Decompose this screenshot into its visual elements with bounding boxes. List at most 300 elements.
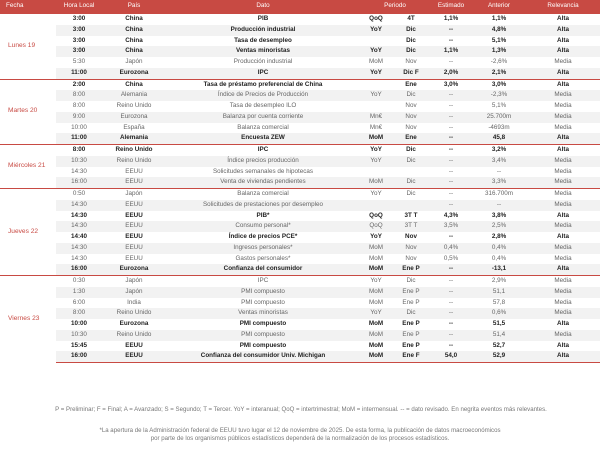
cell-sub: Dic [392,156,430,167]
cell-dato: PMI compuesto [166,319,360,330]
cell-periodo: YoY [360,90,392,101]
footnote-text: *La apertura de la Administración federal de EEUU tuvo lugar el 12 de noviembre de 2025. De esta forma, la publicación de datos macroeconómicos por parte de los organismos públicos estadísticos dependerá de la normalización de los procesos estadísticos. [99,427,501,443]
cell-dato: Índice precios producción [166,156,360,167]
cell-dato: PMI compuesto [166,287,360,298]
cell-estimado: -- [430,123,472,134]
cell-sub [392,167,430,178]
cell-periodo: YoY [360,308,392,319]
cell-dato: Balanza comercial [166,123,360,134]
cell-relevancia: Alta [526,319,600,330]
cell-relevancia: Media [526,200,600,211]
cell-anterior: 316.700m [472,189,526,200]
cell-hora: 8:00 [56,145,102,156]
cell-hora: 16:00 [56,351,102,362]
cell-anterior: -- [472,167,526,178]
cell-hora: 8:00 [56,90,102,101]
cell-periodo: MoM [360,319,392,330]
cell-pais: Reino Unido [102,330,166,341]
cell-hora: 11:00 [56,133,102,144]
cell-relevancia: Alta [526,79,600,90]
cell-periodo: MoM [360,351,392,362]
cell-sub: Ene P [392,264,430,275]
cell-dato: Confianza del consumidor Univ. Michigan [166,351,360,362]
cell-pais: Eurozona [102,264,166,275]
cell-dato: Ventas minoristas [166,46,360,57]
cell-periodo: YoY [360,68,392,79]
cell-anterior: 51,1 [472,287,526,298]
cell-pais: Eurozona [102,68,166,79]
cell-periodo: YoY [360,145,392,156]
cell-pais: China [102,79,166,90]
cell-dato: Ventas minoristas [166,308,360,319]
cell-estimado: -- [430,341,472,352]
cell-estimado: -- [430,90,472,101]
cell-periodo: MoM [360,287,392,298]
table-row [0,79,600,90]
cell-periodo: MoM [360,264,392,275]
table-row [0,298,600,309]
cell-hora: 5:30 [56,57,102,68]
cell-anterior: 25.700m [472,112,526,123]
cell-pais: China [102,36,166,47]
cell-hora: 16:00 [56,177,102,188]
cell-dato: Producción industrial [166,25,360,36]
cell-anterior: 1,3% [472,46,526,57]
cell-anterior: 3,4% [472,156,526,167]
cell-relevancia: Media [526,57,600,68]
cell-relevancia: Media [526,101,600,112]
cell-relevancia: Alta [526,211,600,222]
cell-estimado: -- [430,101,472,112]
table-row [0,145,600,156]
table-row [0,211,600,222]
cell-periodo: QoQ [360,221,392,232]
cell-sub: Nov [392,101,430,112]
cell-sub: Ene F [392,351,430,362]
cell-sub: 4T [392,14,430,25]
cell-hora: 16:00 [56,264,102,275]
cell-anterior: 3,8% [472,211,526,222]
cell-pais: EEUU [102,243,166,254]
cell-pais: Reino Unido [102,156,166,167]
table-row [0,287,600,298]
cell-sub: Ene P [392,330,430,341]
cell-sub: 3T T [392,221,430,232]
cell-relevancia: Media [526,90,600,101]
cell-hora: 3:00 [56,25,102,36]
cell-pais: EEUU [102,341,166,352]
day-label: Viernes 23 [0,276,56,363]
cell-anterior: 5,1% [472,36,526,47]
cell-periodo: MoM [360,243,392,254]
cell-hora: 9:00 [56,112,102,123]
cell-pais: China [102,14,166,25]
table-row [0,36,600,47]
calendar-body [0,14,600,363]
cell-pais: Alemania [102,90,166,101]
day-label: Jueves 22 [0,189,56,276]
cell-relevancia: Media [526,276,600,287]
cell-dato: Confianza del consumidor [166,264,360,275]
cell-dato: PMI compuesto [166,298,360,309]
cell-dato: Balanza comercial [166,189,360,200]
cell-sub: Ene P [392,319,430,330]
cell-hora: 3:00 [56,36,102,47]
table-row [0,276,600,287]
cell-dato: PIB* [166,211,360,222]
cell-dato: PMI compuesto [166,341,360,352]
table-row [0,57,600,68]
cell-estimado: -- [430,298,472,309]
cell-periodo [360,167,392,178]
cell-sub: Nov [392,57,430,68]
cell-sub: 3T T [392,211,430,222]
cell-estimado: 0,4% [430,243,472,254]
cell-anterior: 0,4% [472,243,526,254]
cell-anterior: 0,6% [472,308,526,319]
header-periodo: Periodo [360,0,430,14]
cell-pais: Japón [102,189,166,200]
table-row [0,254,600,265]
cell-hora: 14:30 [56,254,102,265]
cell-estimado: -- [430,25,472,36]
cell-pais: Japón [102,276,166,287]
cell-anterior: 57,8 [472,298,526,309]
cell-relevancia: Media [526,221,600,232]
cell-dato: Índice de precios PCE* [166,232,360,243]
cell-sub: Ene [392,79,430,90]
cell-periodo [360,36,392,47]
day-label: Miércoles 21 [0,145,56,189]
header-anterior: Anterior [472,0,526,14]
cell-anterior: -- [472,200,526,211]
cell-periodo [360,79,392,90]
cell-hora: 14:30 [56,211,102,222]
table-row [0,243,600,254]
cell-sub [392,200,430,211]
cell-periodo [360,101,392,112]
table-row [0,264,600,275]
cell-pais: EEUU [102,221,166,232]
cell-relevancia: Alta [526,36,600,47]
cell-anterior: -4693m [472,123,526,134]
cell-dato: IPC [166,276,360,287]
cell-dato: Índice de Precios de Producción [166,90,360,101]
cell-sub: Nov [392,112,430,123]
cell-relevancia: Alta [526,232,600,243]
cell-sub: Dic [392,308,430,319]
cell-hora: 3:00 [56,46,102,57]
header-hora: Hora Local [56,0,102,14]
table-row [0,319,600,330]
table-row [0,232,600,243]
cell-estimado: 1,1% [430,46,472,57]
cell-estimado: 1,1% [430,14,472,25]
cell-anterior: 2,8% [472,232,526,243]
cell-pais: EEUU [102,232,166,243]
cell-estimado: -- [430,232,472,243]
cell-dato: Tasa de desempleo ILO [166,101,360,112]
cell-anterior: 4,8% [472,25,526,36]
cell-hora: 11:00 [56,68,102,79]
table-row [0,156,600,167]
cell-estimado: -- [430,167,472,178]
cell-sub: Dic [392,36,430,47]
cell-estimado: -- [430,330,472,341]
cell-anterior: 3,2% [472,145,526,156]
cell-periodo: YoY [360,189,392,200]
cell-estimado: -- [430,112,472,123]
cell-periodo: MoM [360,330,392,341]
cell-periodo: YoY [360,46,392,57]
cell-pais: Reino Unido [102,101,166,112]
cell-dato: IPC [166,68,360,79]
table-row [0,341,600,352]
cell-dato: Producción industrial [166,57,360,68]
cell-hora: 0:30 [56,276,102,287]
cell-pais: Japón [102,287,166,298]
cell-relevancia: Alta [526,351,600,362]
cell-anterior: 51,4 [472,330,526,341]
table-row [0,200,600,211]
cell-relevancia: Alta [526,14,600,25]
cell-dato: IPC [166,145,360,156]
table-row [0,90,600,101]
cell-hora: 3:00 [56,14,102,25]
cell-relevancia: Media [526,167,600,178]
cell-anterior: 0,4% [472,254,526,265]
cell-anterior: 2,9% [472,276,526,287]
cell-anterior: 52,7 [472,341,526,352]
cell-hora: 10:00 [56,319,102,330]
cell-dato: Tasa de préstamo preferencial de China [166,79,360,90]
cell-estimado: 54,0 [430,351,472,362]
cell-periodo [360,200,392,211]
cell-estimado: -- [430,36,472,47]
cell-hora: 8:00 [56,101,102,112]
cell-hora: 10:00 [56,123,102,134]
cell-dato: Venta de viviendas pendientes [166,177,360,188]
cell-periodo: YoY [360,25,392,36]
cell-pais: EEUU [102,167,166,178]
cell-pais: EEUU [102,254,166,265]
cell-dato: PMI compuesto [166,330,360,341]
day-label: Martes 20 [0,79,56,145]
cell-relevancia: Alta [526,133,600,144]
cell-relevancia: Alta [526,46,600,57]
table-row [0,167,600,178]
cell-estimado: 3,5% [430,221,472,232]
cell-relevancia: Media [526,112,600,123]
cell-relevancia: Media [526,330,600,341]
cell-pais: China [102,25,166,36]
cell-hora: 0:50 [56,189,102,200]
cell-sub: Nov [392,254,430,265]
cell-periodo: MoM [360,177,392,188]
cell-estimado: -- [430,308,472,319]
cell-pais: EEUU [102,211,166,222]
cell-sub: Nov [392,243,430,254]
cell-periodo: MoM [360,133,392,144]
table-row [0,351,600,362]
cell-anterior: 45,8 [472,133,526,144]
cell-periodo: YoY [360,232,392,243]
header-relevancia: Relevancia [526,0,600,14]
cell-relevancia: Media [526,123,600,134]
cell-hora: 14:30 [56,243,102,254]
header-pais: País [102,0,166,14]
table-row [0,25,600,36]
cell-pais: Reino Unido [102,308,166,319]
cell-anterior: 1,1% [472,14,526,25]
table-row [0,68,600,79]
cell-estimado: -- [430,276,472,287]
cell-pais: China [102,46,166,57]
cell-pais: EEUU [102,200,166,211]
table-row [0,189,600,200]
cell-periodo: QoQ [360,14,392,25]
cell-anterior: -2,6% [472,57,526,68]
cell-pais: Japón [102,57,166,68]
cell-estimado: -- [430,156,472,167]
cell-relevancia: Alta [526,341,600,352]
table-row [0,177,600,188]
cell-sub: Dic [392,276,430,287]
cell-relevancia: Media [526,254,600,265]
cell-relevancia: Media [526,156,600,167]
cell-hora: 6:00 [56,298,102,309]
cell-estimado: 2,0% [430,68,472,79]
cell-anterior: 2,5% [472,221,526,232]
cell-estimado: -- [430,319,472,330]
cell-hora: 14:30 [56,221,102,232]
cell-periodo: MoM [360,298,392,309]
cell-estimado: -- [430,133,472,144]
cell-periodo: YoY [360,276,392,287]
cell-sub: Dic [392,90,430,101]
cell-sub: Ene P [392,298,430,309]
cell-hora: 14:40 [56,232,102,243]
cell-relevancia: Media [526,177,600,188]
cell-estimado: -- [430,287,472,298]
table-header-row [0,0,600,14]
cell-anterior: 52,9 [472,351,526,362]
cell-periodo: MoM [360,57,392,68]
table-row [0,46,600,57]
cell-hora: 1:30 [56,287,102,298]
cell-estimado: -- [430,200,472,211]
cell-sub: Nov [392,123,430,134]
header-dato: Dato [166,0,360,14]
cell-pais: Eurozona [102,319,166,330]
header-estimado: Estimado [430,0,472,14]
cell-relevancia: Alta [526,264,600,275]
cell-anterior: 2,1% [472,68,526,79]
cell-estimado: -- [430,177,472,188]
cell-sub: Dic [392,25,430,36]
header-fecha: Fecha [0,0,56,14]
cell-periodo: Mn€ [360,123,392,134]
cell-anterior: -13,1 [472,264,526,275]
cell-hora: 8:00 [56,308,102,319]
cell-anterior: 5,1% [472,101,526,112]
cell-relevancia: Media [526,189,600,200]
cell-periodo: MoM [360,341,392,352]
cell-sub: Dic F [392,68,430,79]
cell-anterior: 51,5 [472,319,526,330]
cell-estimado: -- [430,57,472,68]
cell-dato: Encuesta ZEW [166,133,360,144]
cell-pais: EEUU [102,351,166,362]
cell-pais: Reino Unido [102,145,166,156]
cell-anterior: 3,0% [472,79,526,90]
cell-relevancia: Alta [526,145,600,156]
cell-pais: España [102,123,166,134]
cell-periodo: YoY [360,156,392,167]
cell-sub: Ene [392,133,430,144]
cell-estimado: -- [430,145,472,156]
cell-dato: Consumo personal* [166,221,360,232]
cell-dato: Solicitudes semanales de hipotecas [166,167,360,178]
cell-estimado: -- [430,264,472,275]
table-row [0,308,600,319]
cell-relevancia: Alta [526,68,600,79]
cell-pais: Eurozona [102,112,166,123]
cell-sub: Dic [392,177,430,188]
table-row [0,221,600,232]
table-row [0,123,600,134]
cell-periodo: Mn€ [360,112,392,123]
cell-estimado: 0,5% [430,254,472,265]
day-label: Lunes 19 [0,14,56,80]
cell-anterior: 3,3% [472,177,526,188]
cell-pais: Alemania [102,133,166,144]
table-row [0,14,600,25]
cell-dato: Tasa de desempleo [166,36,360,47]
table-row [0,112,600,123]
cell-pais: EEUU [102,177,166,188]
cell-periodo: MoM [360,254,392,265]
cell-hora: 14:30 [56,200,102,211]
cell-pais: India [102,298,166,309]
cell-estimado: 4,3% [430,211,472,222]
cell-hora: 14:30 [56,167,102,178]
cell-sub: Ene P [392,341,430,352]
cell-anterior: -2,3% [472,90,526,101]
cell-hora: 15:45 [56,341,102,352]
cell-dato: Ingresos personales* [166,243,360,254]
cell-relevancia: Media [526,298,600,309]
cell-dato: Gastos personales* [166,254,360,265]
cell-relevancia: Alta [526,25,600,36]
cell-dato: Balanza por cuenta corriente [166,112,360,123]
table-row [0,101,600,112]
cell-dato: Solicitudes de prestaciones por desempleo [166,200,360,211]
cell-dato: PIB [166,14,360,25]
table-row [0,133,600,144]
legend-text: P = Preliminar; F = Final; A = Avanzado; S = Segundo; T = Tercer. YoY = interanual; QoQ = intertrimestral; MoM = intermensual. -- = dato revisado. En negrita eventos más relevantes. [55,406,547,413]
cell-periodo: QoQ [360,211,392,222]
cell-sub: Dic [392,46,430,57]
cell-sub: Dic [392,189,430,200]
cell-hora: 10:30 [56,156,102,167]
cell-hora: 2:00 [56,79,102,90]
cell-relevancia: Media [526,287,600,298]
table-row [0,330,600,341]
cell-sub: Nov [392,232,430,243]
cell-relevancia: Media [526,308,600,319]
cell-sub: Dic [392,145,430,156]
